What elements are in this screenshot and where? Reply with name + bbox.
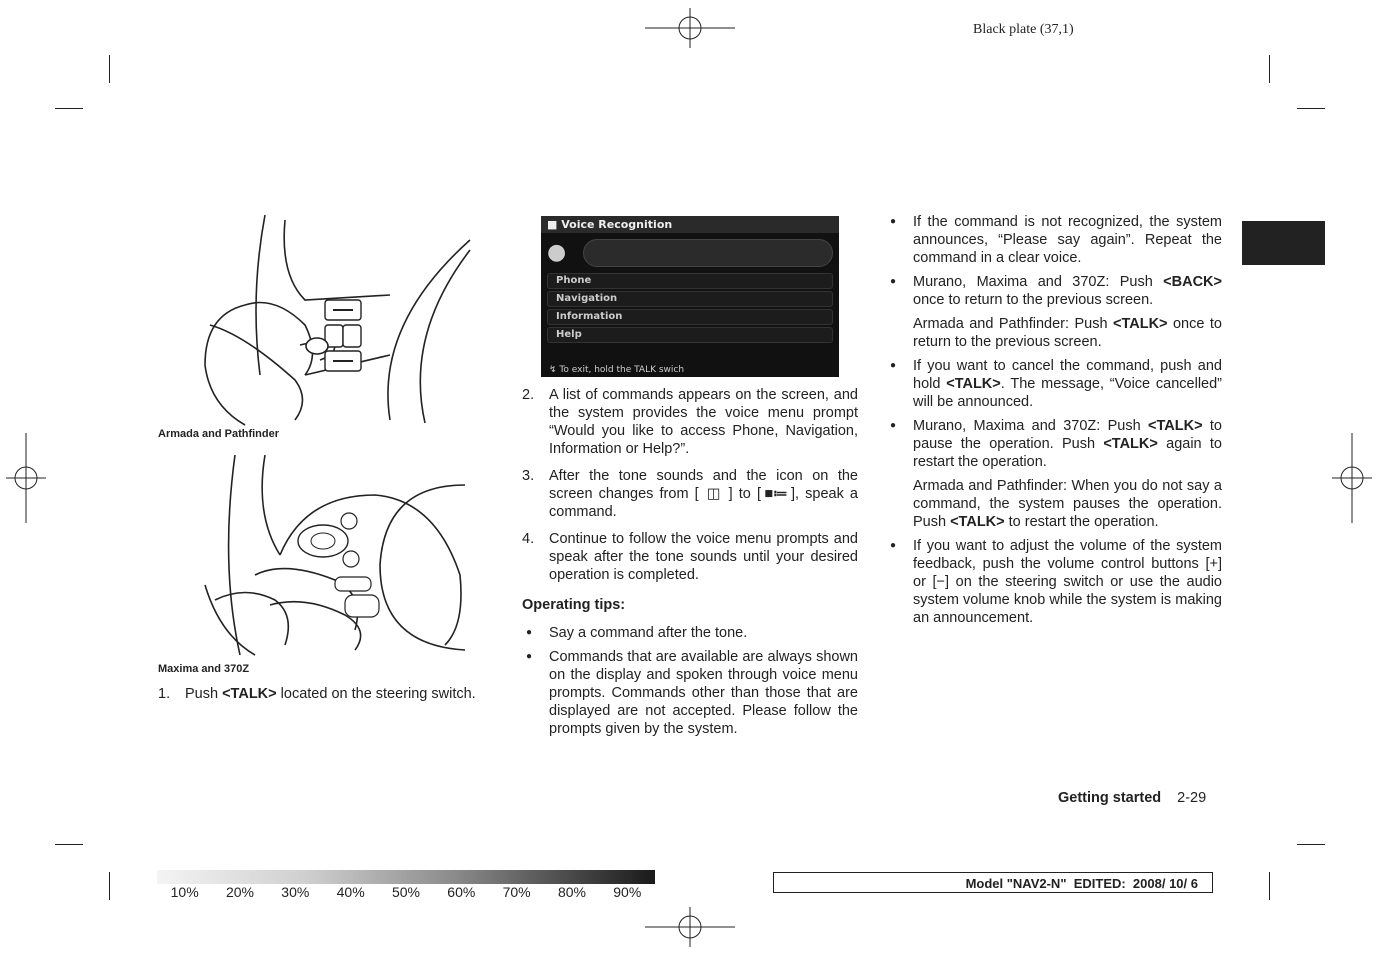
step-1 [158,685,494,712]
registration-mark-right [1332,433,1372,523]
talk-key: <TALK> [1103,436,1158,452]
step-number: 4. [522,531,535,547]
tip-item [526,624,858,642]
step-text: A list of commands appears on the screen, and the system provides the voice menu prompt “Would you like to access Phone, Navigation, Information or Help?”. [549,387,858,457]
percent-label: 90% [613,884,642,900]
percent-label: 60% [447,884,476,900]
registration-mark-top [645,8,735,48]
crop-mark [1269,55,1270,83]
bullet-item [890,213,1222,267]
bullet-text: again to restart the operation. [913,436,1222,470]
menu-item-label: Navigation [556,293,618,304]
bullet-text: once to return to the previous screen. [913,292,1154,308]
bullet-text: once to return to the previous screen. [913,316,1222,350]
step-text: ] to [ [728,486,761,502]
section-name: Getting started [1058,790,1162,806]
bullet-item [890,357,1222,411]
percent-label: 70% [502,884,531,900]
page-footer [1058,790,1206,806]
step-number: 3. [522,468,535,484]
bullet-item [890,537,1222,627]
step-text: Push [185,686,223,702]
voice-recognition-screen [541,216,839,377]
menu-item-label: Information [556,311,623,322]
talk-key: <TALK> [946,376,1001,392]
voice-input-bar [583,239,833,267]
grayscale-strip [157,870,655,884]
voice-menu-icon: ■ [547,218,558,231]
percent-label: 50% [391,884,420,900]
tip-text: Commands that are available are always shown on the display and spoken through voice menu prompts. Commands other than those that are displayed are not accepted. Please follow the prompts given by the system. [549,649,858,737]
armada-caption: Armada and Pathfinder [158,428,280,440]
plate-label: Black plate (37,1) [973,22,1074,37]
registration-mark-bottom [645,907,735,947]
step-3 [522,467,858,521]
percent-label: 10% [170,884,199,900]
screen-footer [549,365,684,375]
page-number: 2-29 [1177,790,1207,806]
bullet-text: If you want to adjust the volume of the system feedback, push the volume control buttons [+] or [−] on the steering switch or use the audio system volume knob while the system is making an announcement. [913,538,1222,626]
voice-standby-icon: ◫ [706,486,721,502]
section-tab [1242,221,1325,265]
menu-item-navigation[interactable] [547,291,833,307]
percent-label: 40% [336,884,365,900]
voice-listening-icon: ■≔ [764,486,788,502]
bullet-subtext [913,315,1222,351]
registration-mark-left [6,433,46,523]
step-number: 2. [522,387,535,403]
maxima-steering-illustration [195,455,475,660]
talk-switch-icon: ↯ [549,365,557,375]
bullet-text: If the command is not recognized, the system announces, “Please say again”. Repeat the command in a clear voice. [913,214,1222,266]
voice-input-row [541,233,839,271]
talk-key: <TALK> [1113,316,1168,332]
tip-item [526,648,858,738]
step-2 [522,386,858,458]
armada-steering-illustration [185,215,475,430]
bullet-text: Murano, Maxima and 370Z: Push [913,274,1164,290]
tip-text: Say a command after the tone. [549,625,748,641]
bullet-text: If you want to cancel the command, push and hold [913,358,1222,392]
tips-heading: Operating tips: [522,597,626,613]
menu-item-label: Help [556,329,582,340]
crop-mark [109,55,110,83]
percent-label: 30% [281,884,310,900]
step-4 [522,530,858,584]
talk-key: <TALK> [950,514,1005,530]
bullet-text: . The message, “Voice cancelled” will be announced. [913,376,1223,410]
crop-mark [1297,108,1325,109]
steps-column [522,386,858,744]
step-number: 1. [158,686,171,702]
bullet-item [890,417,1222,531]
screen-title: Voice Recognition [561,218,673,231]
step-text: Continue to follow the voice menu prompts and speak after the tone sounds until your desired operation is completed. [549,531,858,583]
step-text: ], speak a command. [549,486,858,520]
percent-label: 80% [557,884,586,900]
percent-label: 20% [225,884,254,900]
menu-item-phone[interactable] [547,273,833,289]
speaker-icon: ● [547,240,567,265]
bullet-text: to pause the operation. Push [913,418,1222,452]
bullet-subtext [913,477,1222,531]
crop-mark [55,108,83,109]
grayscale-labels [157,884,655,900]
step-text: After the tone sounds and the icon on the screen changes from [ [549,468,858,502]
menu-item-label: Phone [556,275,592,286]
menu-item-help[interactable] [547,327,833,343]
talk-key: <TALK> [1148,418,1203,434]
right-column [890,213,1222,633]
crop-mark [55,844,83,845]
crop-mark [1297,844,1325,845]
bullet-item [890,273,1222,351]
screen-footer-text: To exit, hold the TALK swich [559,365,685,375]
back-key: <BACK> [1163,274,1222,290]
step-text: located on the steering switch. [276,686,476,702]
talk-key: <TALK> [222,686,277,702]
menu-item-information[interactable] [547,309,833,325]
model-info-box: Model "NAV2-N" EDITED: 2008/ 10/ 6 [773,872,1213,893]
bullet-text: Armada and Pathfinder: When you do not say a command, the system pauses the operation. Push [913,478,1222,530]
bullet-text: Murano, Maxima and 370Z: Push [913,418,1149,434]
bullet-text: to restart the operation. [1004,514,1159,530]
crop-mark [1269,872,1270,900]
screen-title-bar [541,216,839,233]
maxima-caption: Maxima and 370Z [158,663,250,675]
bullet-text: Armada and Pathfinder: Push [913,316,1113,332]
crop-mark [109,872,110,900]
